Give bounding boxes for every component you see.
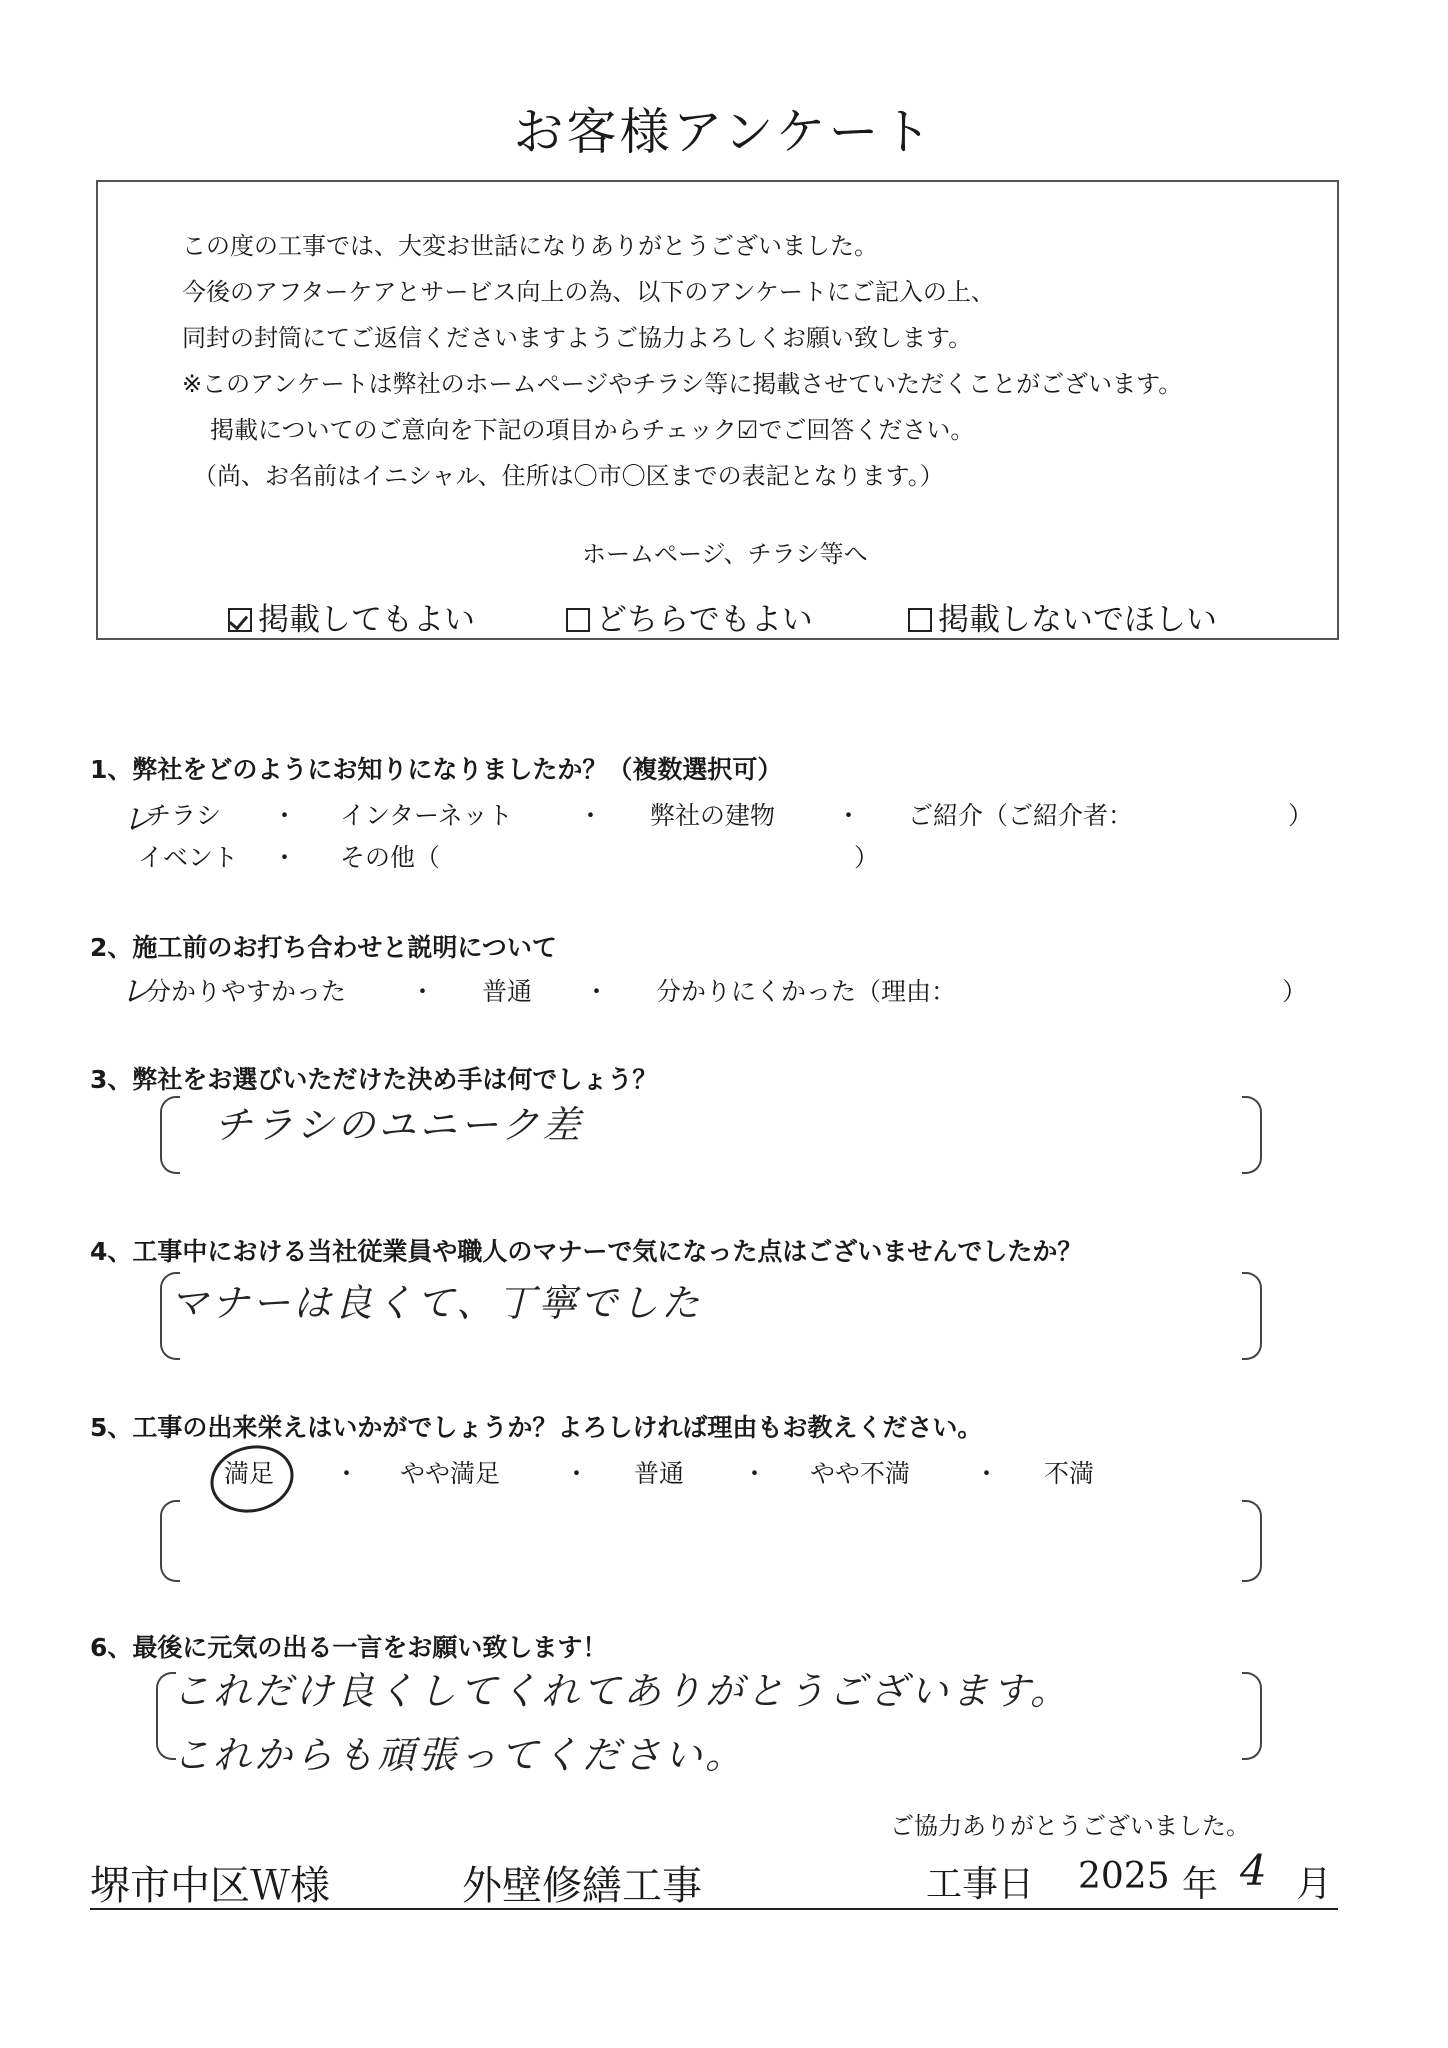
q5-separator: ・ — [564, 1459, 590, 1488]
q5-option-unsatisfied[interactable]: 不満 — [1044, 1459, 1095, 1488]
q1-separator: ・ — [272, 801, 298, 830]
consent-option-either[interactable] — [566, 594, 813, 639]
answer-bracket-right — [1242, 1272, 1262, 1360]
q6-handwritten-answer-line-2: これからも頑張ってください。 — [172, 1733, 747, 1777]
consent-option-label: 掲載しないでほしい — [938, 602, 1217, 638]
work-month-unit: 月 — [1296, 1864, 1333, 1905]
work-year-unit: 年 — [1182, 1864, 1219, 1905]
q4-handwritten-answer: マナーは良くて、丁寧でした — [170, 1281, 703, 1325]
q1-tick-mark: レ — [122, 800, 155, 838]
thanks-text: ご協力ありがとうございました。 — [890, 1812, 1250, 1840]
q2-option-hard[interactable]: 分かりにくかった（理由： — [656, 977, 957, 1006]
work-year: 2025 — [1078, 1856, 1170, 1897]
consent-heading: ホームページ、チラシ等へ — [582, 540, 868, 568]
q5-separator: ・ — [742, 1459, 768, 1488]
checkbox-icon[interactable] — [566, 608, 590, 632]
q1-separator: ・ — [272, 843, 298, 872]
answer-bracket-left — [160, 1096, 180, 1174]
intro-line-6: （尚、お名前はイニシャル、住所は〇市〇区までの表記となります。） — [193, 462, 944, 490]
question-6: 6、最後に元気の出る一言をお願い致します！ — [90, 1633, 608, 1662]
work-date-label: 工事日 — [926, 1864, 1035, 1905]
q5-separator: ・ — [334, 1459, 360, 1488]
q1-option-internet[interactable]: インターネット — [340, 801, 513, 830]
intro-line-2: 今後のアフターケアとサービス向上の為、以下のアンケートにご記入の上、 — [182, 278, 995, 306]
q1-option-other[interactable]: その他（ — [340, 843, 441, 872]
q5-option-satisfied[interactable]: 満足 — [224, 1459, 275, 1488]
question-3: 3、弊社をお選びいただけた決め手は何でしょう？ — [90, 1065, 658, 1094]
q5-separator: ・ — [974, 1459, 1000, 1488]
q3-handwritten-answer: チラシのユニーク差 — [214, 1103, 584, 1147]
consent-option-label: どちらでもよい — [596, 602, 813, 638]
q2-option-easy[interactable]: 分かりやすかった — [146, 977, 347, 1006]
work-month: 4 — [1240, 1846, 1267, 1895]
answer-bracket-right — [1242, 1500, 1262, 1582]
consent-option-publish[interactable] — [228, 594, 475, 639]
customer-name: 堺市中区Ｗ様 — [90, 1863, 330, 1909]
q2-option-normal[interactable]: 普通 — [482, 977, 533, 1006]
work-type: 外壁修繕工事 — [462, 1863, 702, 1909]
q2-tick-mark: レ — [120, 972, 153, 1010]
q1-option-referral[interactable]: ご紹介（ご紹介者： — [908, 801, 1134, 830]
q1-option-building[interactable]: 弊社の建物 — [650, 801, 776, 830]
intro-line-1: この度の工事では、大変お世話になりありがとうございました。 — [182, 232, 878, 260]
question-2: 2、施工前のお打ち合わせと説明について — [90, 933, 557, 962]
consent-option-label: 掲載してもよい — [258, 602, 475, 638]
q1-option-event[interactable]: イベント — [138, 843, 239, 872]
q5-option-somewhat-unsatisfied[interactable]: やや不満 — [810, 1459, 911, 1488]
q5-option-somewhat-satisfied[interactable]: やや満足 — [400, 1459, 501, 1488]
q5-option-normal[interactable]: 普通 — [634, 1459, 685, 1488]
intro-line-5: 掲載についてのご意向を下記の項目からチェック☑でご回答ください。 — [210, 416, 975, 444]
checked-checkbox-icon[interactable] — [228, 608, 252, 632]
footer-underline — [90, 1908, 1338, 1910]
question-5: 5、工事の出来栄えはいかがでしょうか？よろしければ理由もお教えください。 — [90, 1413, 983, 1442]
intro-line-3: 同封の封筒にてご返信くださいますようご協力よろしくお願い致します。 — [182, 324, 973, 352]
page-title: お客様アンケート — [513, 103, 935, 161]
q1-separator: ・ — [836, 801, 862, 830]
q6-handwritten-answer-line-1: これだけ良くしてくれてありがとうございます。 — [172, 1669, 1071, 1713]
q2-paren-close: ） — [1282, 977, 1308, 1006]
q1-paren-close: ） — [1288, 801, 1314, 830]
question-4: 4、工事中における当社従業員や職人のマナーで気になった点はございませんでしたか？ — [90, 1237, 1083, 1266]
intro-line-4: ※このアンケートは弊社のホームページやチラシ等に掲載させていただくことがございます。 — [182, 370, 1183, 398]
answer-bracket-right — [1242, 1096, 1262, 1174]
answer-bracket-right — [1242, 1672, 1262, 1760]
q1-option-flyer[interactable]: チラシ — [146, 801, 222, 830]
checkbox-icon[interactable] — [908, 608, 932, 632]
consent-option-no-publish[interactable] — [908, 594, 1217, 639]
question-1: 1、弊社をどのようにお知りになりましたか？（複数選択可） — [90, 755, 783, 784]
q1-separator: ・ — [578, 801, 604, 830]
q2-separator: ・ — [410, 977, 436, 1006]
q1-paren-close: ） — [854, 843, 880, 872]
q2-separator: ・ — [584, 977, 610, 1006]
answer-bracket-left — [160, 1500, 180, 1582]
